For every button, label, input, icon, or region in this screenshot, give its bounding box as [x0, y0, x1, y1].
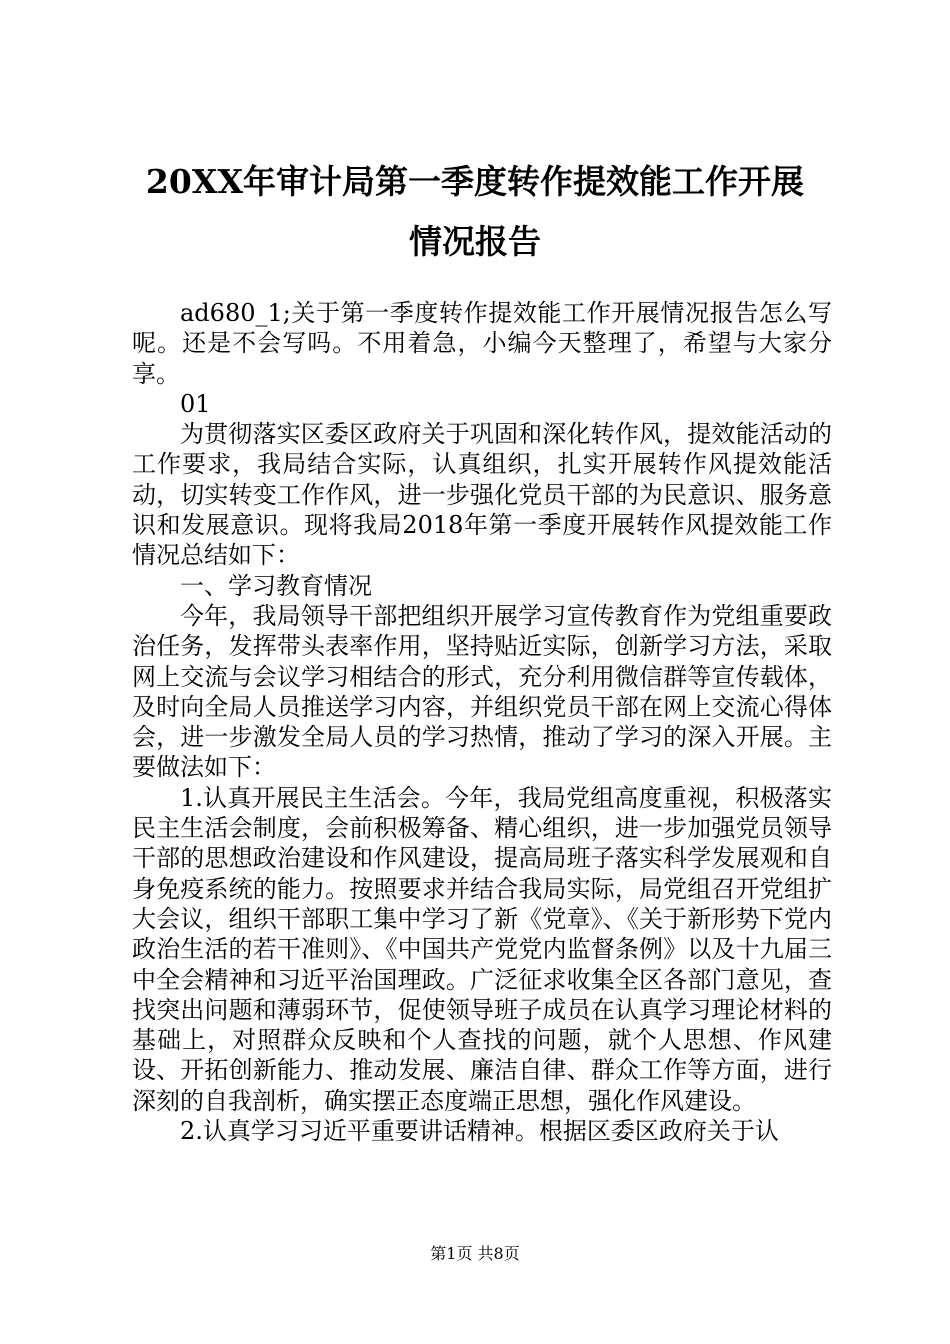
paragraph-intro: ad680_1;关于第一季度转作提效能工作开展情况报告怎么写呢。还是不会写吗。不用着急，小编今天整理了，希望与大家分享。	[132, 299, 832, 388]
document-title-line-1: 20XX年审计局第一季度转作提效能工作开展	[145, 162, 805, 201]
paragraph-study: 今年，我局领导干部把组织开展学习宣传教育作为党组重要政治任务，发挥带头表率作用，坚持贴近实际，创新学习方法，采取网上交流与会议学习相结合的形式，充分利用微信群等宣传载体，及时向全局人员推送学习内容，并组织党员干部在网上交流心得体会，进一步激发全局人员的学习热情，推动了学习的深入开展。主要做法如下：	[132, 601, 832, 782]
document-title-line-2: 情况报告	[409, 222, 541, 261]
paragraph-item-2: 2.认真学习习近平重要讲话精神。根据区委区政府关于认	[180, 1117, 779, 1146]
paragraph-overview: 为贯彻落实区委区政府关于巩固和深化转作风，提效能活动的工作要求，我局结合实际，认真组织，扎实开展转作风提效能活动，切实转变工作作风，进一步强化党员干部的为民意识、服务意识和发展意识。现将我局2018年第一季度开展转作风提效能工作情况总结如下：	[132, 420, 832, 570]
document-body	[132, 298, 832, 1146]
paragraph-section-number: 01	[180, 389, 211, 418]
paragraph-item-1: 1.认真开展民主生活会。今年，我局党组高度重视，积极落实民主生活会制度，会前积极筹备、精心组织，进一步加强党员领导干部的思想政治建设和作风建设，提高局班子落实科学发展观和自身免疫系统的能力。按照要求并结合我局实际，局党组召开党组扩大会议，组织干部职工集中学习了新《党章》、《关于新形势下党内政治生活的若干准则》、《中国共产党党内监督条例》以及十九届三中全会精神和习近平治国理政。广泛征求收集全区各部门意见，查找突出问题和薄弱环节，促使领导班子成员在认真学习理论材料的基础上，对照群众反映和个人查找的问题，就个人思想、作风建设、开拓创新能力、推动发展、廉洁自律、群众工作等方面，进行深刻的自我剖析，确实摆正态度端正思想，强化作风建设。	[132, 783, 832, 1115]
section-heading-study: 一、学习教育情况	[180, 571, 372, 600]
page-footer: 第1页 共8页	[430, 1244, 520, 1263]
